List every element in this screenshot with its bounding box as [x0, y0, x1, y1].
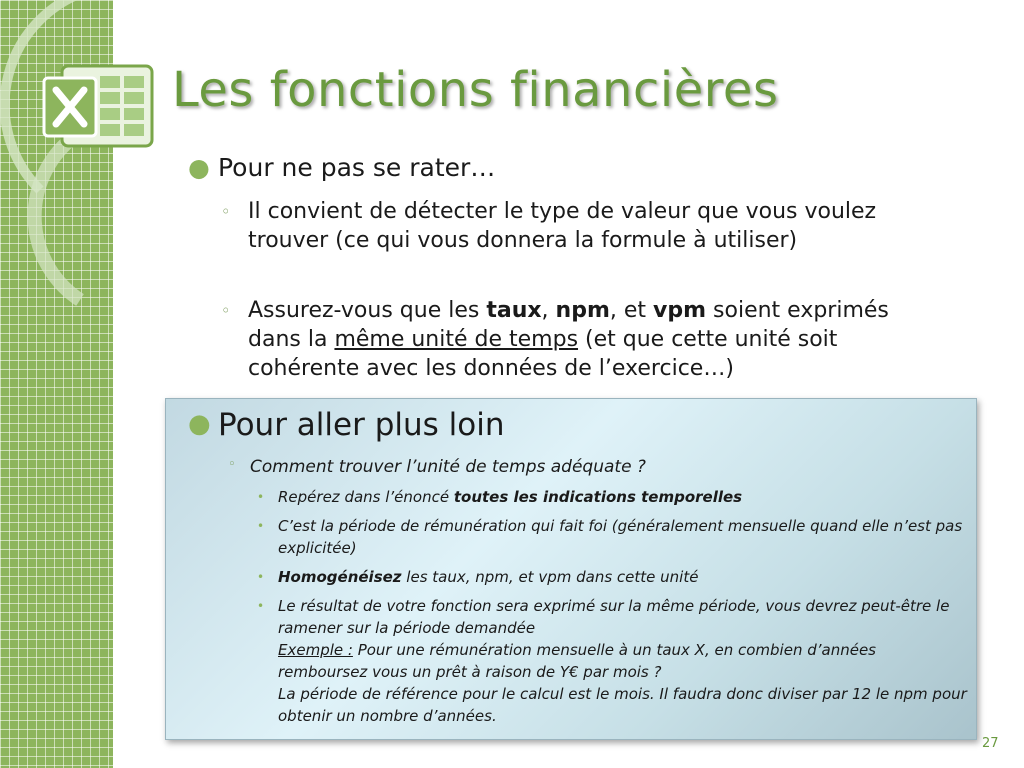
page-number: 27: [982, 736, 999, 751]
bullet-level3-item: [257, 486, 968, 508]
example-label: Exemple :: [278, 641, 353, 659]
bullet-small-dot-icon: •: [257, 570, 265, 584]
item-text: (et que cette unité soit cohérente avec les données de l’exercice…): [248, 327, 838, 381]
bullet-ring-icon: ◦: [221, 202, 231, 221]
bold-text: toutes les indications temporelles: [453, 488, 743, 506]
bullet-small-dot-icon: •: [257, 490, 265, 504]
bullet-level2-item: [221, 296, 948, 383]
bullet-level3-item: [257, 566, 968, 588]
term-npm: npm: [555, 298, 610, 323]
bullet-dot-icon: ●: [188, 153, 210, 182]
example-line: [278, 639, 968, 683]
item-text: soient exprimés dans la: [248, 298, 889, 352]
bullet-level3-item: [257, 515, 968, 559]
bullet-ring-icon: ◦: [221, 301, 231, 320]
bullet-small-dot-icon: •: [257, 599, 265, 613]
highlight-box: [165, 398, 977, 740]
item-text: Il convient de détecter le type de valeur que vous voulez trouver (ce qui vous donnera la formule à utiliser): [248, 199, 877, 253]
bullet-level2-item: [221, 197, 948, 255]
example-text: Pour une rémunération mensuelle à un taux X, en combien d’années remboursez vous un prêt à raison de Y€ par mois ?: [278, 641, 876, 681]
item-text: les taux, npm, et vpm dans cette unité: [401, 568, 699, 586]
box-heading: [188, 407, 505, 443]
term-vpm: vpm: [653, 298, 707, 323]
box-subheading: [228, 457, 646, 477]
excel-logo-icon: [40, 52, 160, 162]
box-heading-text: Pour aller plus loin: [218, 407, 505, 443]
example-answer: La période de référence pour le calcul est le mois. Il faudra donc diviser par 12 le npm pour obtenir un nombre d’années.: [278, 685, 967, 725]
bullet-small-dot-icon: •: [257, 519, 265, 533]
separator: , et: [609, 298, 654, 323]
slide-title: Les fonctions financières: [172, 62, 779, 118]
bold-text: Homogénéisez: [278, 568, 402, 586]
item-text: Repérez dans l’énoncé: [278, 488, 454, 506]
bullet-ring-icon: ◦: [228, 457, 236, 472]
bullet-level3-item: [257, 595, 968, 727]
box-subheading-text: Comment trouver l’unité de temps adéquate ?: [250, 457, 646, 477]
bullet-dot-icon: ●: [188, 409, 211, 439]
item-text: C’est la période de rémunération qui fait foi (généralement mensuelle quand elle n’est pas explicitée): [278, 517, 963, 557]
underlined-text: même unité de temps: [334, 327, 579, 352]
separator: ,: [541, 298, 556, 323]
term-taux: taux: [486, 298, 542, 323]
heading-text: Pour ne pas se rater…: [218, 153, 496, 182]
bullet-level1-heading: [188, 153, 496, 182]
item-text: Le résultat de votre fonction sera exprimé sur la même période, vous devrez peut-être le ramener sur la période demandée: [278, 597, 950, 637]
item-text: Assurez-vous que les: [248, 298, 487, 323]
